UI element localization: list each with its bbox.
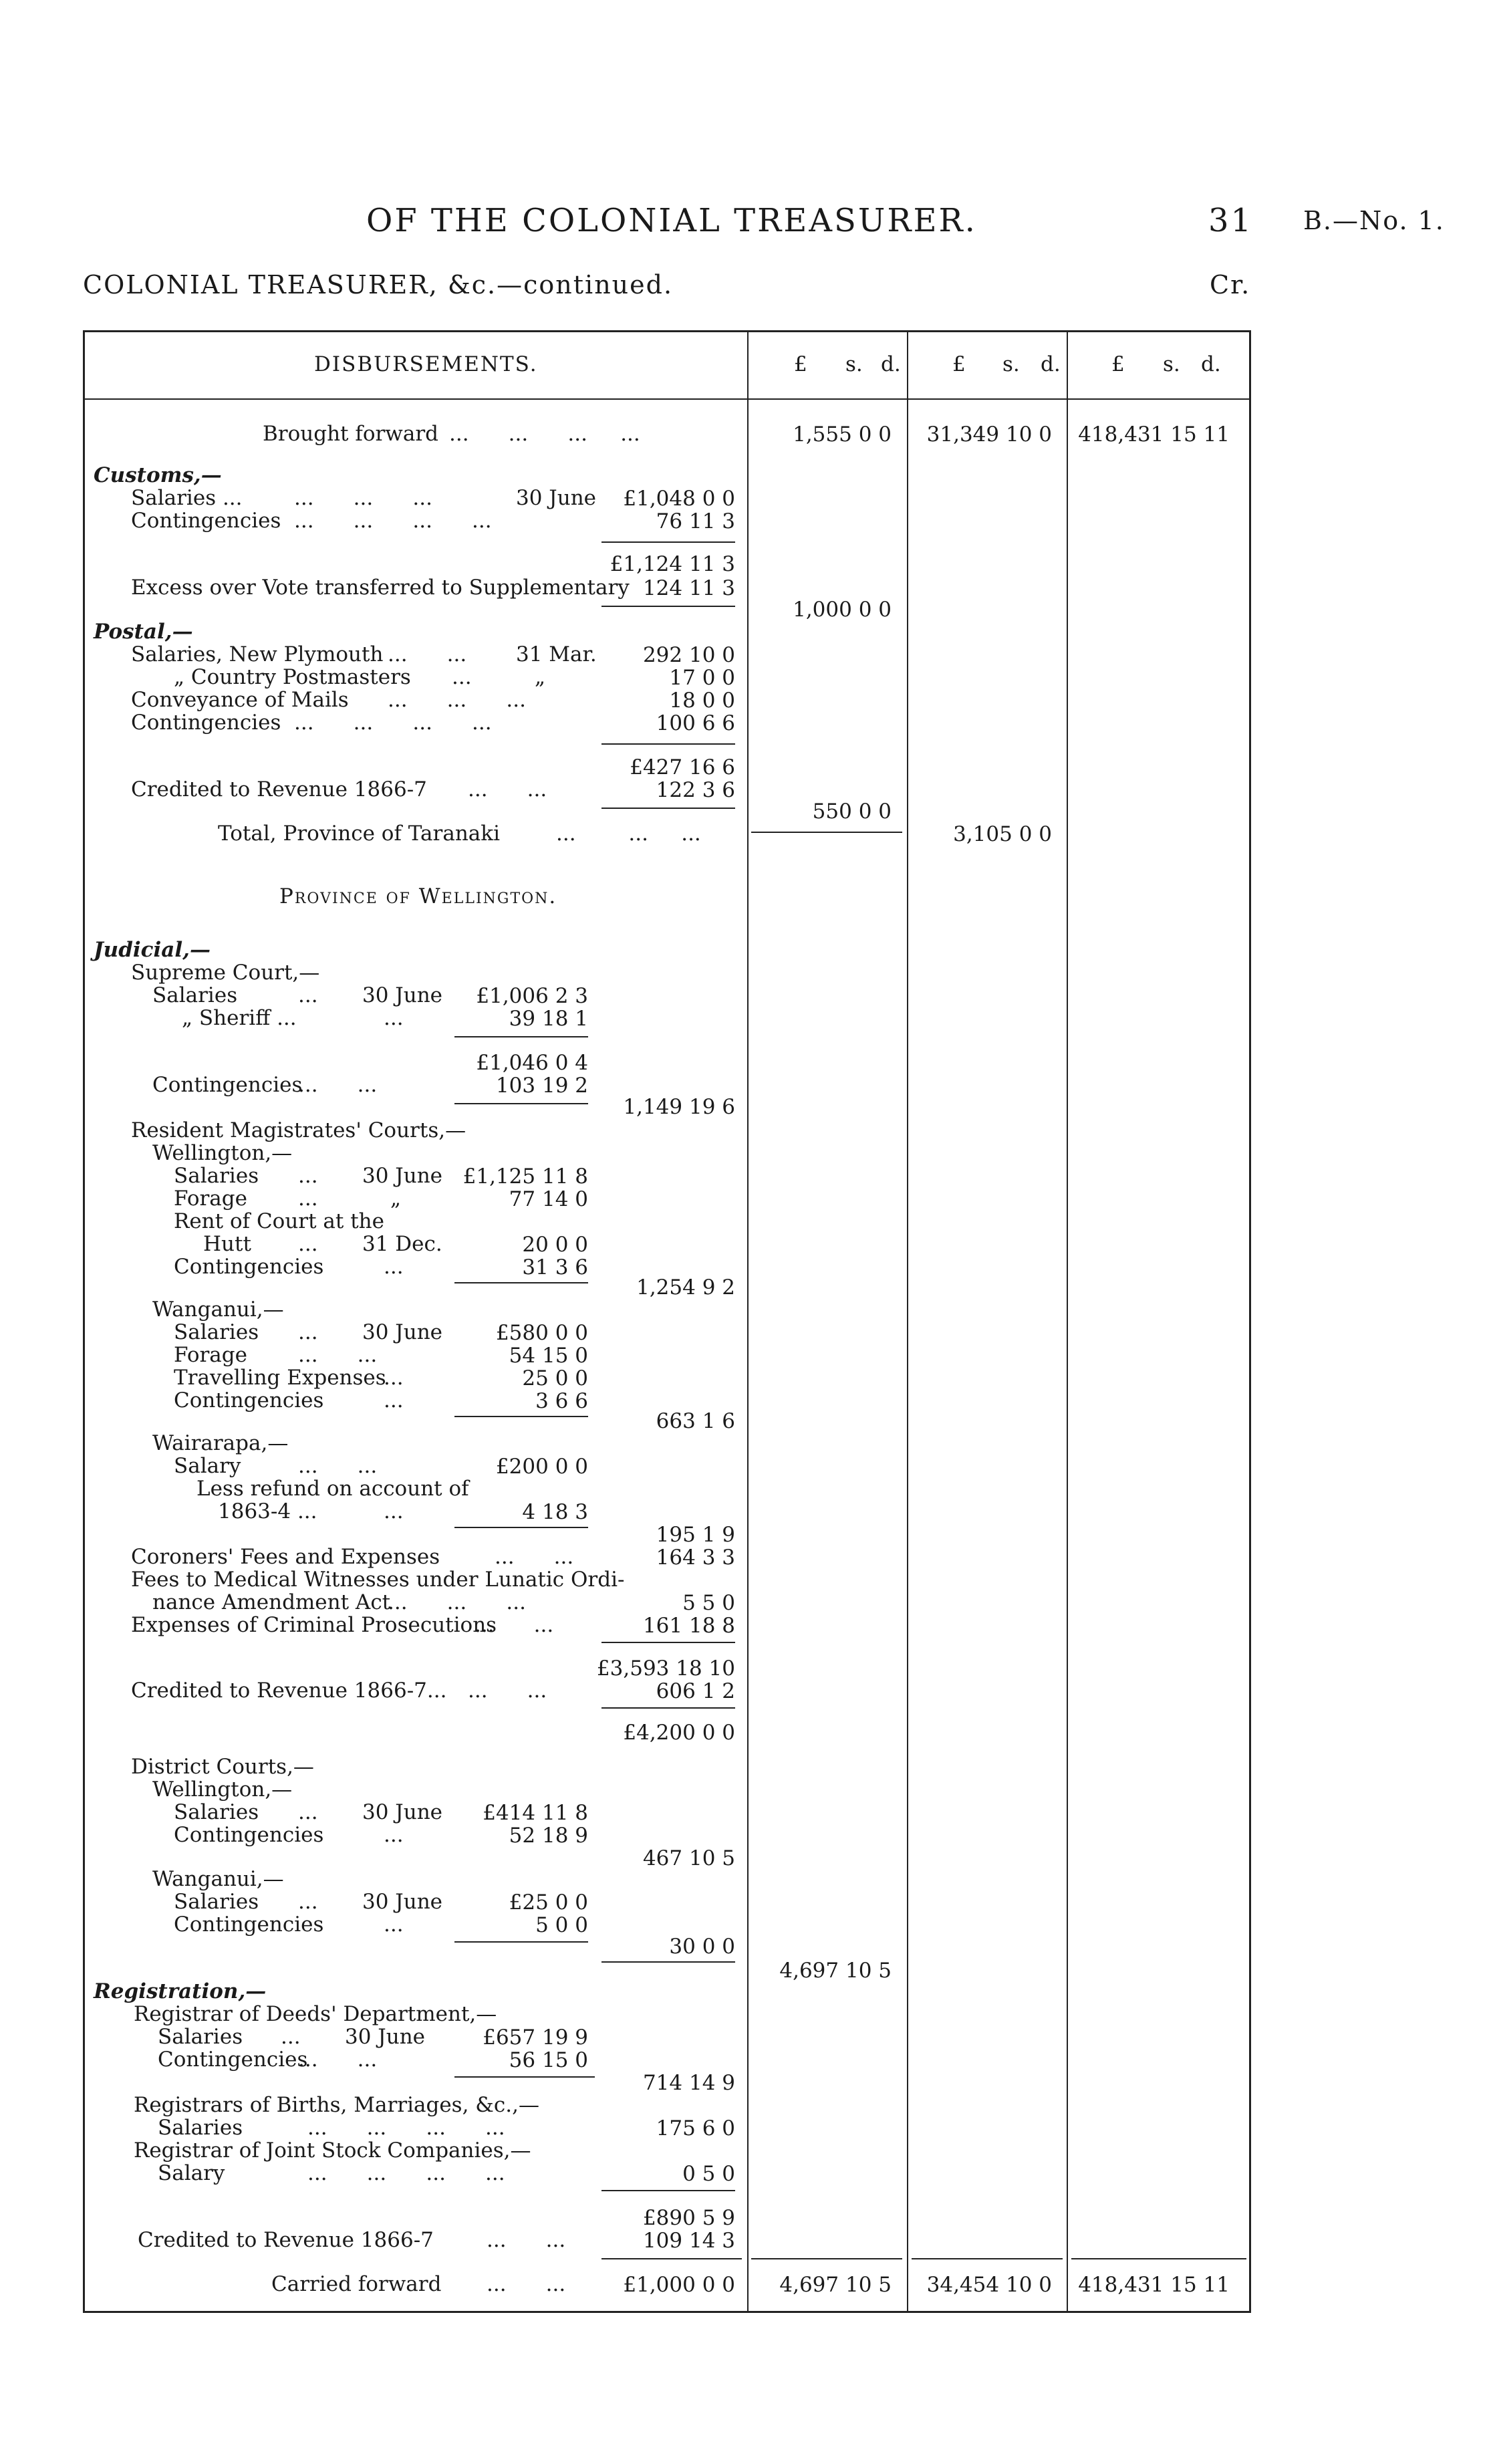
medical-fees-amount: 5 5 0 — [682, 1591, 735, 1615]
leader-dots: ... — [384, 1006, 404, 1030]
taranaki-total-amount: 3,105 0 0 — [953, 822, 1052, 846]
disbursements-header: DISBURSEMENTS. — [314, 352, 538, 376]
deeds-salaries-date: 30 June — [345, 2025, 426, 2049]
leader-dots: ... ... — [468, 1679, 547, 1703]
rmw-rent-label: Rent of Court at the — [174, 1209, 384, 1233]
leader-dots: ... — [281, 2025, 301, 2049]
district-courts-label: District Courts,— — [131, 1755, 314, 1779]
wang-salaries-date: 30 June — [362, 1320, 443, 1344]
rmw-rent-amount: 20 0 0 — [522, 1233, 588, 1257]
wang-salaries-label: Salaries — [174, 1320, 259, 1344]
dcwang-contingencies-amount: 5 0 0 — [535, 1913, 588, 1937]
deeds-total-amount: 714 14 9 — [642, 2071, 735, 2095]
wang-salaries-amount: £580 0 0 — [495, 1321, 588, 1345]
rmw-forage-label: Forage — [174, 1187, 247, 1211]
wang-contingencies-label: Contingencies — [174, 1388, 324, 1412]
leader-dots: ... ... — [298, 1073, 378, 1097]
subtotal-rule — [454, 1282, 588, 1283]
subtotal-rule — [601, 808, 735, 809]
column-divider — [907, 330, 908, 2311]
judicial-credited-amount: 606 1 2 — [656, 1679, 735, 1703]
customs-total-amount: £1,124 11 3 — [610, 552, 735, 576]
supreme-court-label: Supreme Court,— — [131, 961, 320, 985]
postal-salaries-date: 31 Mar. — [516, 642, 597, 666]
coroners-amount: 164 3 3 — [656, 1546, 735, 1570]
leader-dots: ... — [298, 1890, 318, 1914]
leader-dots: ... — [298, 1800, 318, 1824]
subtotal-rule — [601, 606, 735, 607]
judicial-total-amount: £3,593 18 10 — [596, 1656, 735, 1681]
supreme-contingencies-amount: 103 19 2 — [495, 1074, 588, 1098]
leader-dots: ... — [298, 1320, 318, 1344]
wai-refund-label: Less refund on account of — [196, 1477, 469, 1501]
dcwang-salaries-amount: £25 0 0 — [509, 1890, 588, 1915]
dcw-salaries-amount: £414 11 8 — [483, 1801, 588, 1825]
leader-dots: ... — [384, 1388, 404, 1412]
subtotal-rule — [912, 2258, 1063, 2259]
registration-credited-label: Credited to Revenue 1866-7 — [138, 2228, 434, 2252]
excess-vote-label: Excess over Vote transferred to Supplementary — [131, 576, 630, 600]
coroners-label: Coroners' Fees and Expenses — [131, 1545, 440, 1569]
leader-dots: ... ... — [298, 2048, 378, 2072]
supreme-total-amount: 1,149 19 6 — [623, 1095, 735, 1119]
supreme-salaries-date: 30 June — [362, 983, 443, 1007]
sheriff-amount: 39 18 1 — [509, 1007, 588, 1031]
sheriff-label: „ Sheriff ... — [182, 1006, 297, 1030]
medical-fees-label-2: nance Amendment Act — [152, 1590, 391, 1614]
subtotal-rule — [454, 1036, 588, 1037]
dc-wellington-label: Wellington,— — [152, 1777, 293, 1802]
births-salaries-label: Salaries — [158, 2116, 243, 2140]
rmw-contingencies-amount: 31 3 6 — [522, 1255, 588, 1279]
subtotal-rule — [601, 1961, 735, 1963]
leader-dots: ... ... ... — [294, 486, 432, 510]
leader-dots: ... — [384, 1366, 404, 1390]
carried-forward-label: Carried forward — [271, 2272, 442, 2296]
postal-salaries-label: Salaries, New Plymouth — [131, 642, 384, 666]
customs-net-amount: 1,000 0 0 — [793, 598, 892, 622]
shillings-header: s. — [845, 352, 863, 376]
leader-dots: ... — [384, 1913, 404, 1937]
carried-forward-col0: £1,000 0 0 — [623, 2273, 735, 2297]
wang-contingencies-amount: 3 6 6 — [535, 1389, 588, 1413]
conveyance-mails-label: Conveyance of Mails — [131, 688, 349, 712]
judicial-heading: Judicial,— — [94, 938, 211, 962]
column-divider — [747, 330, 749, 2311]
subtotal-rule — [601, 743, 735, 745]
dcwang-total-amount: 30 0 0 — [669, 1935, 735, 1959]
leader-dots: ... ... ... — [556, 822, 701, 846]
customs-contingencies-label: Contingencies — [131, 509, 281, 533]
dc-wanganui-label: Wanganui,— — [152, 1867, 284, 1891]
deeds-contingencies-amount: 56 15 0 — [509, 2048, 588, 2072]
deeds-salaries-amount: £657 19 9 — [483, 2025, 588, 2050]
subtotal-rule — [601, 2190, 735, 2191]
leader-dots: ... ... — [388, 642, 467, 666]
country-postmasters-amount: 17 0 0 — [669, 666, 735, 690]
postal-net-amount: 550 0 0 — [812, 799, 892, 824]
customs-salaries-label: Salaries ... — [131, 486, 243, 510]
carried-forward-col3: 418,431 15 11 — [1078, 2273, 1230, 2297]
rmw-salaries-label: Salaries — [174, 1164, 259, 1188]
subtotal-rule — [601, 1642, 735, 1643]
subtotal-rule — [751, 2258, 902, 2259]
header-rule — [83, 398, 1249, 400]
supreme-salaries-label: Salaries — [152, 983, 238, 1007]
leader-dots: ... ... — [298, 1343, 378, 1367]
pounds-header: £ — [952, 352, 966, 376]
leader-dots: ... ... — [468, 777, 547, 802]
supreme-salaries-amount: £1,006 2 3 — [476, 984, 588, 1008]
rmw-contingencies-label: Contingencies — [174, 1255, 324, 1279]
carried-forward-col1: 4,697 10 5 — [779, 2273, 892, 2297]
rmw-salaries-date: 30 June — [362, 1164, 443, 1188]
carried-forward-col2: 34,454 10 0 — [926, 2273, 1052, 2297]
rm-wellington-label: Wellington,— — [152, 1141, 293, 1165]
leader-dots: ... — [298, 1187, 318, 1211]
wanganui-label: Wanganui,— — [152, 1298, 284, 1322]
dcw-salaries-label: Salaries — [174, 1800, 259, 1824]
wai-salary-amount: £200 0 0 — [495, 1455, 588, 1479]
credit-side-label: Cr. — [1210, 270, 1251, 299]
page-number: 31 — [1208, 202, 1254, 239]
column-divider — [1067, 330, 1068, 2311]
leader-dots: ... ... ... ... — [307, 2161, 505, 2185]
wairarapa-label: Wairarapa,— — [152, 1431, 289, 1455]
rmw-total-amount: 1,254 9 2 — [636, 1275, 735, 1300]
judicial-credited-label: Credited to Revenue 1866-7... — [131, 1679, 447, 1703]
wai-refund-year: 1863-4 ... — [218, 1499, 317, 1523]
brought-forward-col3: 418,431 15 11 — [1078, 422, 1230, 447]
pounds-header: £ — [794, 352, 807, 376]
subtotal-rule — [454, 1527, 588, 1528]
joint-stock-label: Registrar of Joint Stock Companies,— — [134, 2138, 531, 2163]
postal-credited-amount: 122 3 6 — [656, 778, 735, 802]
registration-total-amount: £890 5 9 — [642, 2206, 735, 2230]
excess-vote-amount: 124 11 3 — [642, 576, 735, 600]
wang-total-amount: 663 1 6 — [656, 1409, 735, 1433]
leader-dots: ... ... ... ... — [449, 422, 640, 446]
subtotal-rule — [454, 1103, 588, 1104]
pence-header: d. — [881, 352, 901, 376]
shillings-header: s. — [1002, 352, 1020, 376]
rmw-salaries-amount: £1,125 11 8 — [462, 1164, 588, 1189]
wang-travel-label: Travelling Expenses — [174, 1366, 386, 1390]
conveyance-mails-amount: 18 0 0 — [669, 689, 735, 713]
subtotal-rule — [454, 1416, 588, 1417]
postal-salaries-amount: 292 10 0 — [642, 643, 735, 667]
brought-forward-col1: 1,555 0 0 — [793, 422, 892, 447]
country-postmasters-label: „ Country Postmasters — [174, 665, 411, 689]
leader-dots: ... ... — [298, 1454, 378, 1478]
supreme-contingencies-label: Contingencies — [152, 1073, 303, 1097]
customs-salaries-date: 30 June — [516, 486, 597, 510]
births-label: Registrars of Births, Marriages, &c.,— — [134, 2093, 539, 2117]
leader-dots: ... — [298, 1232, 318, 1256]
leader-dots: ... ... ... — [388, 688, 526, 712]
deeds-contingencies-label: Contingencies — [158, 2048, 308, 2072]
pounds-header: £ — [1111, 352, 1125, 376]
pence-header: d. — [1201, 352, 1221, 376]
subtotal-rule — [751, 832, 902, 833]
joint-stock-salary-amount: 0 5 0 — [682, 2162, 735, 2186]
criminal-label: Expenses of Criminal Prosecutions — [131, 1613, 497, 1637]
wang-forage-label: Forage — [174, 1343, 247, 1367]
dcw-contingencies-amount: 52 18 9 — [509, 1824, 588, 1848]
leader-dots: ... ... — [495, 1545, 574, 1569]
ditto-mark: „ — [535, 665, 546, 689]
registration-credited-amount: 109 14 3 — [642, 2229, 735, 2253]
section-subtitle: COLONIAL TREASURER, &c.—continued. — [83, 270, 674, 299]
deeds-salaries-label: Salaries — [158, 2025, 243, 2049]
leader-dots: ... — [298, 1164, 318, 1188]
wai-salary-label: Salary — [174, 1454, 241, 1478]
leader-dots: ... — [384, 1823, 404, 1847]
postal-contingencies-label: Contingencies — [131, 711, 281, 735]
leader-dots: ... — [384, 1255, 404, 1279]
rm-courts-label: Resident Magistrates' Courts,— — [131, 1118, 466, 1142]
joint-stock-salary-label: Salary — [158, 2161, 225, 2185]
leader-dots: ... ... — [475, 1613, 554, 1637]
postal-contingencies-amount: 100 6 6 — [656, 711, 735, 735]
leader-dots: ... ... ... ... — [294, 711, 492, 735]
document-reference: B.—No. 1. — [1303, 206, 1445, 235]
taranaki-total-label: Total, Province of Taranaki — [218, 822, 500, 846]
dcwang-salaries-date: 30 June — [362, 1890, 443, 1914]
leader-dots: ... ... ... ... — [307, 2116, 505, 2140]
wai-total-amount: 195 1 9 — [656, 1523, 735, 1547]
wang-travel-amount: 25 0 0 — [522, 1366, 588, 1390]
customs-contingencies-amount: 76 11 3 — [656, 509, 735, 533]
dcw-salaries-date: 30 June — [362, 1800, 443, 1824]
brought-forward-label: Brought forward — [263, 422, 438, 446]
ditto-mark: „ — [390, 1187, 402, 1211]
deeds-label: Registrar of Deeds' Department,— — [134, 2002, 497, 2026]
subtotal-rule — [454, 2076, 595, 2078]
medical-fees-label-1: Fees to Medical Witnesses under Lunatic Ordi- — [131, 1568, 625, 1592]
births-salaries-amount: 175 6 0 — [656, 2116, 735, 2140]
leader-dots: ... — [452, 665, 472, 689]
leader-dots: ... — [384, 1499, 404, 1523]
dcwang-salaries-label: Salaries — [174, 1890, 259, 1914]
leader-dots: ... ... — [487, 2228, 566, 2252]
judicial-net-amount: £4,200 0 0 — [623, 1721, 735, 1745]
subtotal-rule — [601, 541, 735, 543]
leader-dots: ... — [298, 983, 318, 1007]
dcwang-contingencies-label: Contingencies — [174, 1913, 324, 1937]
subtotal-rule — [601, 1707, 735, 1709]
wellington-judicial-total: 4,697 10 5 — [779, 1959, 892, 1983]
criminal-amount: 161 18 8 — [642, 1614, 735, 1638]
customs-heading: Customs,— — [94, 463, 222, 487]
brought-forward-col2: 31,349 10 0 — [926, 422, 1052, 447]
registration-heading: Registration,— — [94, 1979, 267, 2003]
rmw-rent-date: 31 Dec. — [362, 1232, 442, 1256]
postal-total-amount: £427 16 6 — [630, 755, 735, 779]
rmw-forage-amount: 77 14 0 — [509, 1187, 588, 1211]
pence-header: d. — [1041, 352, 1061, 376]
dcw-contingencies-label: Contingencies — [174, 1823, 324, 1847]
page-title: OF THE COLONIAL TREASURER. — [366, 202, 977, 239]
supreme-subtotal-amount: £1,046 0 4 — [476, 1051, 588, 1075]
shillings-header: s. — [1163, 352, 1180, 376]
leader-dots: ... ... ... — [388, 1590, 526, 1614]
leader-dots: ... ... ... ... — [294, 509, 492, 533]
subtotal-rule — [454, 1941, 588, 1943]
rmw-hutt-label: Hutt — [203, 1232, 251, 1256]
subtotal-rule — [601, 2258, 742, 2259]
wai-refund-amount: 4 18 3 — [522, 1500, 588, 1524]
dcw-total-amount: 467 10 5 — [642, 1846, 735, 1870]
wang-forage-amount: 54 15 0 — [509, 1344, 588, 1368]
postal-credited-label: Credited to Revenue 1866-7 — [131, 777, 427, 802]
subtotal-rule — [1071, 2258, 1246, 2259]
postal-heading: Postal,— — [94, 620, 193, 644]
leader-dots: ... ... — [487, 2272, 566, 2296]
customs-salaries-amount: £1,048 0 0 — [623, 487, 735, 511]
province-wellington-heading: Province of Wellington. — [279, 884, 557, 908]
